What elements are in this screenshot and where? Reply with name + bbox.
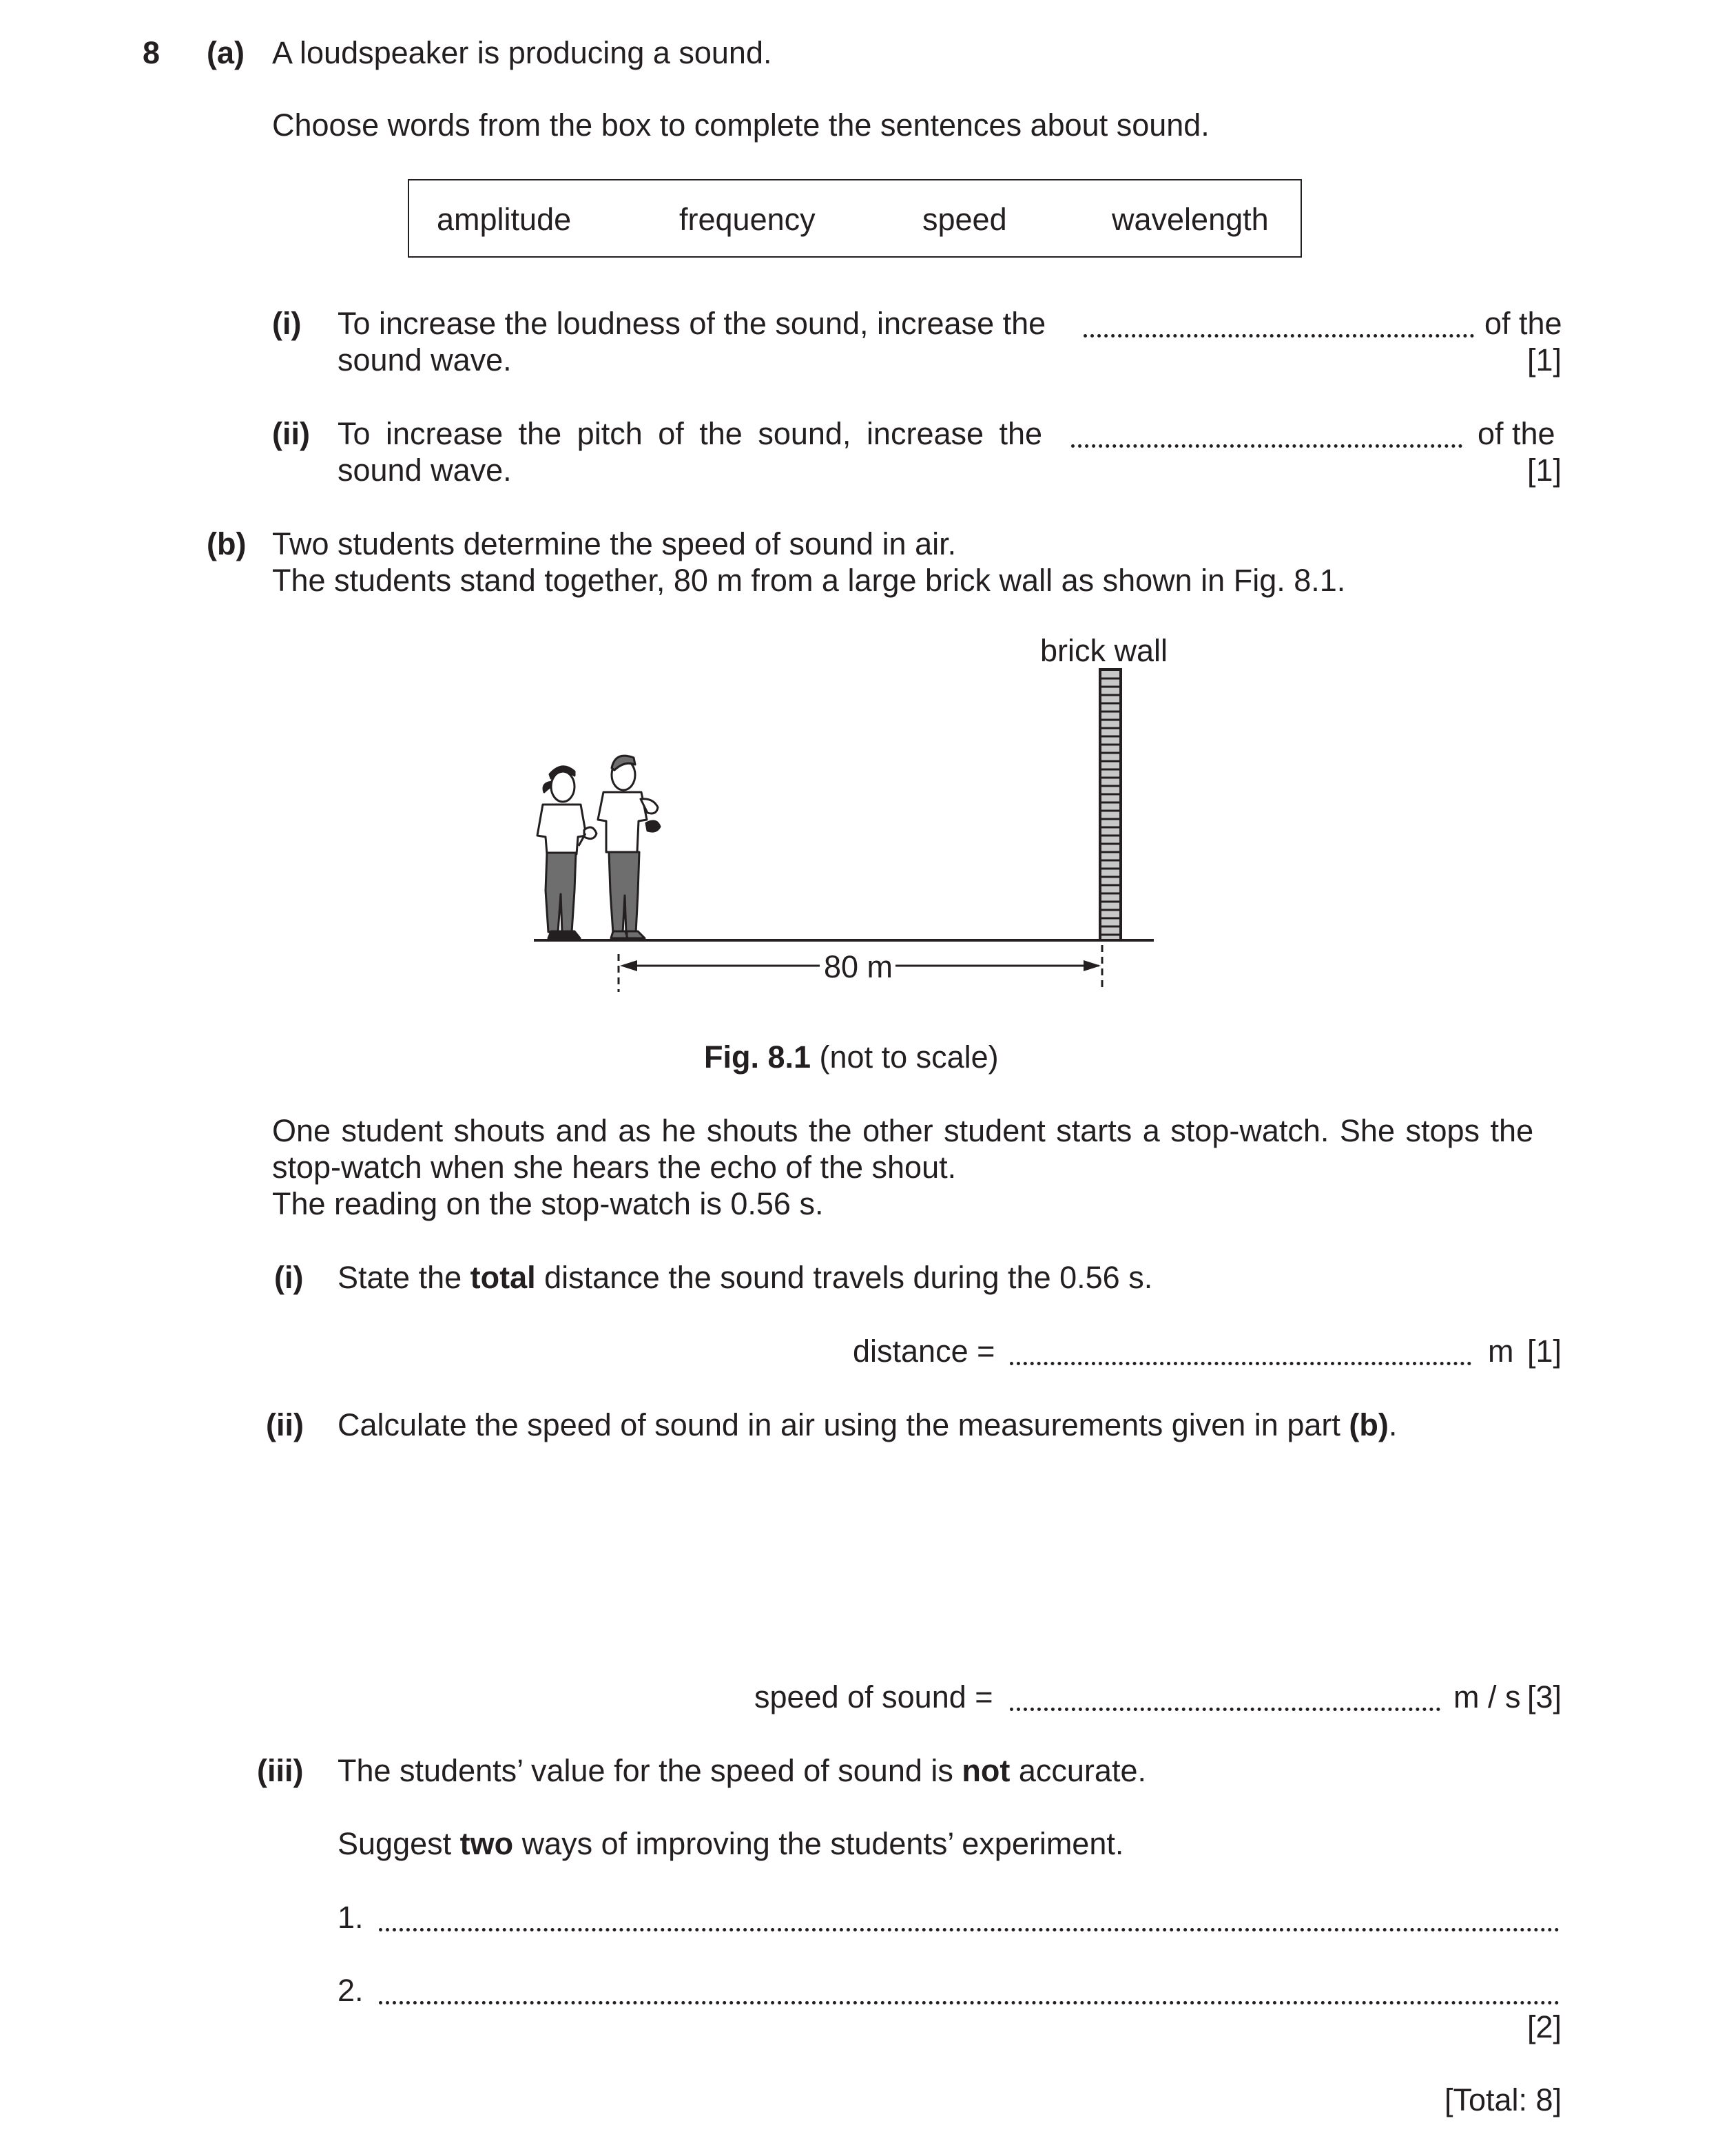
fig-caption-bold: Fig. 8.1: [704, 1039, 811, 1075]
part-b-iii-suggest-a: Suggest: [338, 1826, 460, 1861]
brick-wall: [1100, 670, 1121, 940]
part-a-ii-label: (ii): [272, 416, 310, 451]
fig-caption: [704, 1039, 999, 1076]
part-b-i-text: [338, 1259, 1152, 1296]
part-a-ii-text-after: of the: [1478, 416, 1555, 451]
distance-answer-label: distance =: [853, 1334, 995, 1369]
part-b-ii-text-b: .: [1388, 1407, 1398, 1442]
part-b-iii-suggest: [338, 1825, 1123, 1863]
girl-student-figure: [537, 767, 597, 938]
part-b-i-label: (i): [274, 1260, 304, 1295]
part-a-ii-text: To increase the pitch of the sound, increase the: [338, 416, 1043, 451]
part-b-iii-text-bold: not: [962, 1753, 1011, 1788]
improvement-1-label: 1.: [338, 1900, 364, 1935]
part-b-para3: The reading on the stop-watch is 0.56 s.: [272, 1186, 824, 1221]
speed-unit: m / s: [1453, 1679, 1521, 1714]
part-b-iii-text-a: The students’ value for the speed of sound is: [338, 1753, 962, 1788]
part-b-iii-label: (iii): [257, 1753, 304, 1788]
part-b-para2: stop-watch when she hears the echo of the shout.: [272, 1150, 957, 1185]
part-a-i-answer-line[interactable]: [1084, 334, 1474, 338]
total-marks: [Total: 8]: [1444, 2082, 1562, 2117]
speed-answer-label: speed of sound =: [754, 1679, 993, 1714]
word-option: frequency: [679, 202, 816, 237]
word-option: wavelength: [1112, 202, 1269, 237]
part-a-intro: A loudspeaker is producing a sound.: [272, 35, 772, 70]
boy-student-figure: [598, 756, 660, 938]
part-b-ii-label: (ii): [266, 1407, 304, 1442]
arrow-right-head: [1084, 960, 1101, 971]
distance-unit: m: [1488, 1334, 1514, 1369]
wall-label: brick wall: [1040, 633, 1168, 668]
part-b-line1: Two students determine the speed of sound in air.: [272, 526, 957, 561]
part-b-iii-text-b: accurate.: [1010, 1753, 1146, 1788]
part-b-ii-marks: [3]: [1527, 1679, 1562, 1714]
part-b-i-text-a: State the: [338, 1260, 470, 1295]
part-b-ii-text: [338, 1407, 1397, 1444]
improvement-2-answer-line[interactable]: [379, 2001, 1560, 2004]
part-a-ii-text-line2: sound wave.: [338, 453, 512, 488]
part-b-iii-marks: [2]: [1527, 2009, 1562, 2044]
part-a-i-label: (i): [272, 306, 302, 341]
part-b-i-text-b: distance the sound travels during the 0.56 s.: [535, 1260, 1153, 1295]
part-a-ii-answer-line[interactable]: [1071, 444, 1462, 448]
part-b-i-text-bold: total: [470, 1260, 536, 1295]
part-b-line2: The students stand together, 80 m from a large brick wall as shown in Fig. 8.1.: [272, 563, 1346, 598]
fig-caption-rest: (not to scale): [811, 1039, 999, 1075]
question-number: 8: [143, 35, 160, 70]
word-option: amplitude: [437, 202, 572, 237]
part-a-instruction: Choose words from the box to complete the sentences about sound.: [272, 107, 1210, 143]
part-a-i-text-after: of the: [1484, 306, 1562, 341]
word-box: [408, 179, 1302, 258]
part-b-iii-suggest-bold: two: [459, 1826, 514, 1861]
part-b-iii-text: [338, 1752, 1146, 1790]
improvement-2-label: 2.: [338, 1973, 364, 2008]
part-b-para1: One student shouts and as he shouts the other student starts a stop-watch. She stops the: [272, 1113, 1534, 1148]
arrow-left-head: [620, 960, 637, 971]
part-b-ii-text-bold: (b): [1349, 1407, 1389, 1442]
part-a-i-marks: [1]: [1527, 342, 1562, 377]
part-b-i-marks: [1]: [1527, 1334, 1562, 1369]
word-option: speed: [922, 202, 1007, 237]
part-a-ii-marks: [1]: [1527, 453, 1562, 488]
part-b-iii-suggest-b: ways of improving the students’ experiment.: [513, 1826, 1124, 1861]
part-b-ii-text-a: Calculate the speed of sound in air using the measurements given in part: [338, 1407, 1349, 1442]
part-a-i-text: To increase the loudness of the sound, increase the: [338, 306, 1046, 341]
part-a-i-text-line2: sound wave.: [338, 342, 512, 377]
part-a-label: (a): [207, 35, 245, 70]
distance-answer-line[interactable]: [1010, 1362, 1471, 1365]
distance-label: 80 m: [824, 949, 893, 984]
part-b-label: (b): [207, 526, 247, 561]
speed-answer-line[interactable]: [1010, 1708, 1440, 1711]
improvement-1-answer-line[interactable]: [379, 1928, 1560, 1931]
